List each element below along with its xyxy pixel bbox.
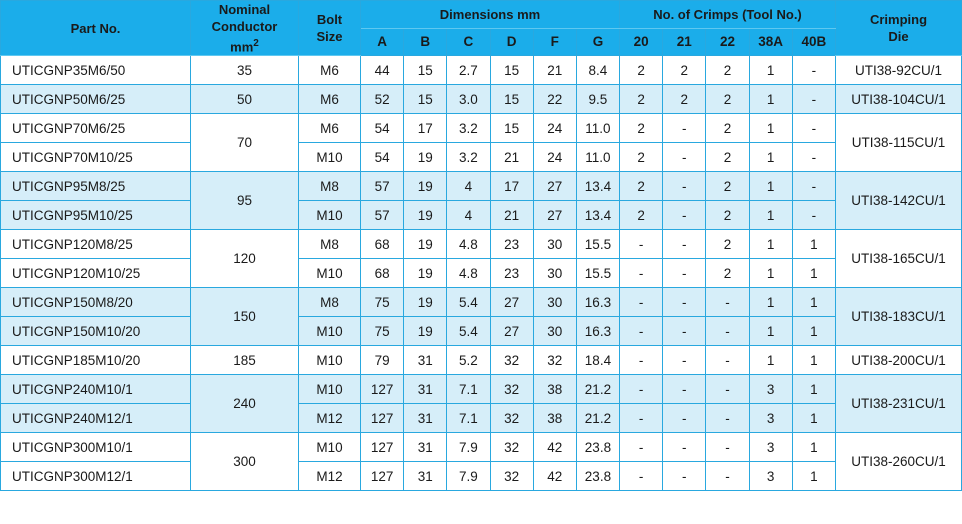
table-row [1,288,962,317]
cell-part-no: UTICGNP95M8/25 [1,172,191,201]
cell-crimp-20: - [620,230,663,259]
column-group-header-crimps: No. of Crimps (Tool No.) [620,1,836,29]
bolt-line2: Size [316,29,343,45]
cell-crimping-die: UTI38-200CU/1 [836,346,962,375]
cell-bolt-size: M10 [299,375,361,404]
cell-crimp-20: 2 [620,56,663,85]
cell-crimp-20: 2 [620,85,663,114]
cell-bolt-size: M6 [299,114,361,143]
cell-crimp-22: - [706,462,749,491]
cell-crimp-38a: 1 [749,56,792,85]
cell-crimp-22: - [706,375,749,404]
cell-dim-f: 42 [533,433,576,462]
cell-dim-a: 44 [361,56,404,85]
cell-crimp-40b: 1 [792,404,835,433]
column-header-dim-c: C [447,28,490,56]
cell-dim-f: 30 [533,230,576,259]
cell-part-no: UTICGNP300M12/1 [1,462,191,491]
cell-dim-a: 68 [361,259,404,288]
cell-crimp-22: 2 [706,56,749,85]
cell-crimp-40b: 1 [792,346,835,375]
cell-crimp-40b: 1 [792,375,835,404]
cell-dim-g: 15.5 [576,259,619,288]
cell-dim-d: 15 [490,56,533,85]
column-header-dim-d: D [490,28,533,56]
cell-part-no: UTICGNP70M10/25 [1,143,191,172]
cell-bolt-size: M8 [299,288,361,317]
cell-dim-d: 32 [490,346,533,375]
cell-dim-f: 32 [533,346,576,375]
cell-crimp-40b: 1 [792,317,835,346]
cell-dim-d: 32 [490,404,533,433]
column-header-part-no: Part No. [1,1,191,56]
cell-dim-b: 31 [404,433,447,462]
cell-dim-a: 127 [361,375,404,404]
cell-dim-f: 22 [533,85,576,114]
cell-crimping-die: UTI38-104CU/1 [836,85,962,114]
cell-crimp-40b: - [792,85,835,114]
cell-crimp-22: 2 [706,201,749,230]
bolt-line1: Bolt [316,12,343,28]
cell-crimp-38a: 1 [749,201,792,230]
cell-crimp-40b: 1 [792,230,835,259]
cell-part-no: UTICGNP120M8/25 [1,230,191,259]
cell-dim-g: 13.4 [576,172,619,201]
cell-dim-g: 23.8 [576,462,619,491]
cell-part-no: UTICGNP50M6/25 [1,85,191,114]
table-row [1,172,962,201]
cell-dim-f: 27 [533,172,576,201]
cell-dim-d: 32 [490,375,533,404]
cell-dim-a: 52 [361,85,404,114]
cell-crimp-22: 2 [706,230,749,259]
cell-crimp-21: - [663,201,706,230]
cell-nominal-conductor: 240 [191,375,299,433]
cell-dim-c: 2.7 [447,56,490,85]
nominal-superscript: 2 [253,38,259,49]
column-header-crimp-22: 22 [706,28,749,56]
cell-dim-c: 3.2 [447,114,490,143]
cell-crimp-21: - [663,346,706,375]
cell-part-no: UTICGNP35M6/50 [1,56,191,85]
cell-crimp-40b: 1 [792,462,835,491]
table-row [1,230,962,259]
cell-bolt-size: M8 [299,230,361,259]
cell-dim-c: 4.8 [447,230,490,259]
cell-dim-c: 4 [447,172,490,201]
die-line1: Crimping [869,12,928,28]
cell-crimping-die: UTI38-92CU/1 [836,56,962,85]
cell-crimp-38a: 3 [749,375,792,404]
nominal-line2: Conductor [211,19,278,34]
cell-crimp-22: 2 [706,114,749,143]
cell-crimp-20: - [620,375,663,404]
column-header-crimping-die [836,1,962,56]
cell-dim-c: 3.2 [447,143,490,172]
table-row [1,56,962,85]
cell-crimping-die: UTI38-183CU/1 [836,288,962,346]
column-group-header-dimensions: Dimensions mm [361,1,620,29]
cell-bolt-size: M10 [299,201,361,230]
column-header-nominal-conductor [191,1,299,56]
cell-part-no: UTICGNP70M6/25 [1,114,191,143]
cell-crimping-die: UTI38-231CU/1 [836,375,962,433]
cell-dim-b: 19 [404,143,447,172]
cell-crimp-22: 2 [706,259,749,288]
cell-crimp-20: - [620,462,663,491]
cell-dim-a: 75 [361,317,404,346]
cell-bolt-size: M12 [299,404,361,433]
cell-crimp-22: 2 [706,85,749,114]
cell-bolt-size: M6 [299,56,361,85]
cell-dim-b: 19 [404,172,447,201]
cell-nominal-conductor: 185 [191,346,299,375]
cell-dim-f: 21 [533,56,576,85]
cell-crimp-20: 2 [620,143,663,172]
cell-crimping-die: UTI38-260CU/1 [836,433,962,491]
cell-bolt-size: M10 [299,346,361,375]
table-row [1,85,962,114]
cell-crimp-40b: 1 [792,288,835,317]
cell-part-no: UTICGNP120M10/25 [1,259,191,288]
cell-nominal-conductor: 150 [191,288,299,346]
cell-crimp-21: - [663,259,706,288]
cell-crimp-38a: 3 [749,433,792,462]
cell-dim-d: 32 [490,433,533,462]
cell-nominal-conductor: 300 [191,433,299,491]
cell-dim-g: 16.3 [576,317,619,346]
cell-crimp-21: 2 [663,56,706,85]
cell-crimp-38a: 1 [749,346,792,375]
cell-part-no: UTICGNP95M10/25 [1,201,191,230]
cell-dim-b: 19 [404,317,447,346]
cell-bolt-size: M10 [299,317,361,346]
table-body [1,56,962,491]
cell-dim-a: 68 [361,230,404,259]
cell-dim-b: 19 [404,230,447,259]
table-row [1,259,962,288]
cell-dim-g: 15.5 [576,230,619,259]
table-row [1,317,962,346]
column-header-dim-a: A [361,28,404,56]
cell-crimp-21: - [663,230,706,259]
cell-crimp-20: - [620,259,663,288]
cell-dim-a: 127 [361,433,404,462]
cell-dim-g: 8.4 [576,56,619,85]
cell-crimp-21: - [663,404,706,433]
cell-dim-b: 31 [404,462,447,491]
cell-bolt-size: M10 [299,259,361,288]
cell-crimp-21: - [663,172,706,201]
cell-dim-g: 13.4 [576,201,619,230]
cell-crimp-21: - [663,375,706,404]
cell-dim-d: 15 [490,114,533,143]
cell-dim-c: 4 [447,201,490,230]
cell-nominal-conductor: 50 [191,85,299,114]
cell-dim-f: 30 [533,288,576,317]
cell-crimp-38a: 1 [749,143,792,172]
cell-dim-f: 24 [533,114,576,143]
cell-part-no: UTICGNP300M10/1 [1,433,191,462]
table-row [1,143,962,172]
table-row [1,404,962,433]
cell-bolt-size: M8 [299,172,361,201]
cell-dim-a: 54 [361,114,404,143]
cell-dim-c: 5.2 [447,346,490,375]
cell-bolt-size: M10 [299,433,361,462]
cell-dim-f: 24 [533,143,576,172]
cell-crimp-38a: 1 [749,317,792,346]
table-row [1,433,962,462]
cell-crimp-22: - [706,288,749,317]
cell-crimp-38a: 1 [749,114,792,143]
cell-dim-c: 5.4 [447,288,490,317]
nominal-line3: mm [230,39,254,55]
cell-crimping-die: UTI38-115CU/1 [836,114,962,172]
cell-bolt-size: M6 [299,85,361,114]
cell-dim-b: 19 [404,259,447,288]
cell-dim-a: 54 [361,143,404,172]
header-row-1 [1,1,962,29]
cell-dim-f: 30 [533,317,576,346]
table-row [1,462,962,491]
column-header-crimp-20: 20 [620,28,663,56]
cell-dim-a: 75 [361,288,404,317]
cell-dim-b: 31 [404,375,447,404]
cell-crimp-21: 2 [663,85,706,114]
cell-bolt-size: M10 [299,143,361,172]
table-row [1,201,962,230]
cell-dim-c: 5.4 [447,317,490,346]
cell-nominal-conductor: 35 [191,56,299,85]
cell-crimp-38a: 1 [749,172,792,201]
cell-crimp-20: 2 [620,114,663,143]
cell-crimp-21: - [663,143,706,172]
cell-crimp-38a: 1 [749,259,792,288]
cell-dim-b: 15 [404,85,447,114]
cell-part-no: UTICGNP150M8/20 [1,288,191,317]
cell-dim-c: 7.1 [447,375,490,404]
cell-dim-d: 15 [490,85,533,114]
cell-dim-a: 57 [361,172,404,201]
cell-crimp-20: 2 [620,201,663,230]
table-row [1,375,962,404]
cell-crimp-22: - [706,433,749,462]
table-row [1,114,962,143]
cell-dim-d: 21 [490,143,533,172]
cell-nominal-conductor: 120 [191,230,299,288]
cell-part-no: UTICGNP150M10/20 [1,317,191,346]
cell-bolt-size: M12 [299,462,361,491]
nominal-line1: Nominal [218,2,271,17]
cell-crimp-40b: - [792,201,835,230]
cell-dim-g: 9.5 [576,85,619,114]
cell-crimp-38a: 1 [749,230,792,259]
table-row [1,346,962,375]
cell-crimp-40b: - [792,172,835,201]
cell-dim-g: 11.0 [576,114,619,143]
cell-crimp-38a: 3 [749,462,792,491]
cell-dim-g: 21.2 [576,404,619,433]
column-header-dim-g: G [576,28,619,56]
cell-dim-d: 21 [490,201,533,230]
cell-dim-d: 23 [490,230,533,259]
cell-part-no: UTICGNP240M10/1 [1,375,191,404]
column-header-crimp-21: 21 [663,28,706,56]
cell-crimp-40b: - [792,56,835,85]
cell-dim-d: 27 [490,317,533,346]
cell-crimp-21: - [663,462,706,491]
cell-crimp-40b: - [792,143,835,172]
cell-dim-d: 27 [490,288,533,317]
cell-dim-g: 21.2 [576,375,619,404]
die-line2: Die [888,29,909,45]
cell-dim-b: 31 [404,404,447,433]
cell-dim-d: 23 [490,259,533,288]
cell-nominal-conductor: 95 [191,172,299,230]
cell-crimp-20: - [620,288,663,317]
cell-dim-g: 16.3 [576,288,619,317]
column-header-dim-f: F [533,28,576,56]
cell-dim-f: 30 [533,259,576,288]
cell-crimping-die: UTI38-142CU/1 [836,172,962,230]
cell-dim-g: 18.4 [576,346,619,375]
cell-crimp-22: - [706,346,749,375]
cell-crimp-22: - [706,404,749,433]
cell-crimp-21: - [663,317,706,346]
column-header-crimp-40b: 40B [792,28,835,56]
cell-dim-f: 38 [533,375,576,404]
cell-dim-a: 127 [361,404,404,433]
cell-dim-b: 15 [404,56,447,85]
cell-dim-b: 19 [404,201,447,230]
table-header [1,1,962,56]
cell-dim-g: 11.0 [576,143,619,172]
cell-crimp-21: - [663,288,706,317]
column-header-crimp-38a: 38A [749,28,792,56]
cell-crimp-38a: 3 [749,404,792,433]
cell-crimp-22: - [706,317,749,346]
cell-dim-c: 7.9 [447,462,490,491]
column-header-dim-b: B [404,28,447,56]
cell-crimp-21: - [663,433,706,462]
cell-dim-c: 7.1 [447,404,490,433]
cell-part-no: UTICGNP185M10/20 [1,346,191,375]
cell-crimp-20: - [620,317,663,346]
cell-dim-a: 127 [361,462,404,491]
cell-dim-f: 42 [533,462,576,491]
column-header-bolt-size [299,1,361,56]
cell-crimp-22: 2 [706,172,749,201]
cell-dim-b: 19 [404,288,447,317]
cell-crimp-38a: 1 [749,85,792,114]
cell-part-no: UTICGNP240M12/1 [1,404,191,433]
cell-dim-a: 57 [361,201,404,230]
cell-crimp-40b: - [792,114,835,143]
cell-crimp-40b: 1 [792,433,835,462]
cell-dim-b: 17 [404,114,447,143]
cell-nominal-conductor: 70 [191,114,299,172]
cell-dim-f: 27 [533,201,576,230]
cell-dim-c: 3.0 [447,85,490,114]
cell-crimp-40b: 1 [792,259,835,288]
cell-crimp-20: 2 [620,172,663,201]
cell-dim-d: 17 [490,172,533,201]
cell-dim-b: 31 [404,346,447,375]
cell-crimping-die: UTI38-165CU/1 [836,230,962,288]
cell-dim-d: 32 [490,462,533,491]
cell-crimp-21: - [663,114,706,143]
cell-crimp-22: 2 [706,143,749,172]
cell-crimp-20: - [620,433,663,462]
cell-dim-c: 7.9 [447,433,490,462]
cell-dim-g: 23.8 [576,433,619,462]
cell-crimp-38a: 1 [749,288,792,317]
cell-dim-a: 79 [361,346,404,375]
cell-dim-f: 38 [533,404,576,433]
cell-crimp-20: - [620,346,663,375]
cell-dim-c: 4.8 [447,259,490,288]
cell-crimp-20: - [620,404,663,433]
